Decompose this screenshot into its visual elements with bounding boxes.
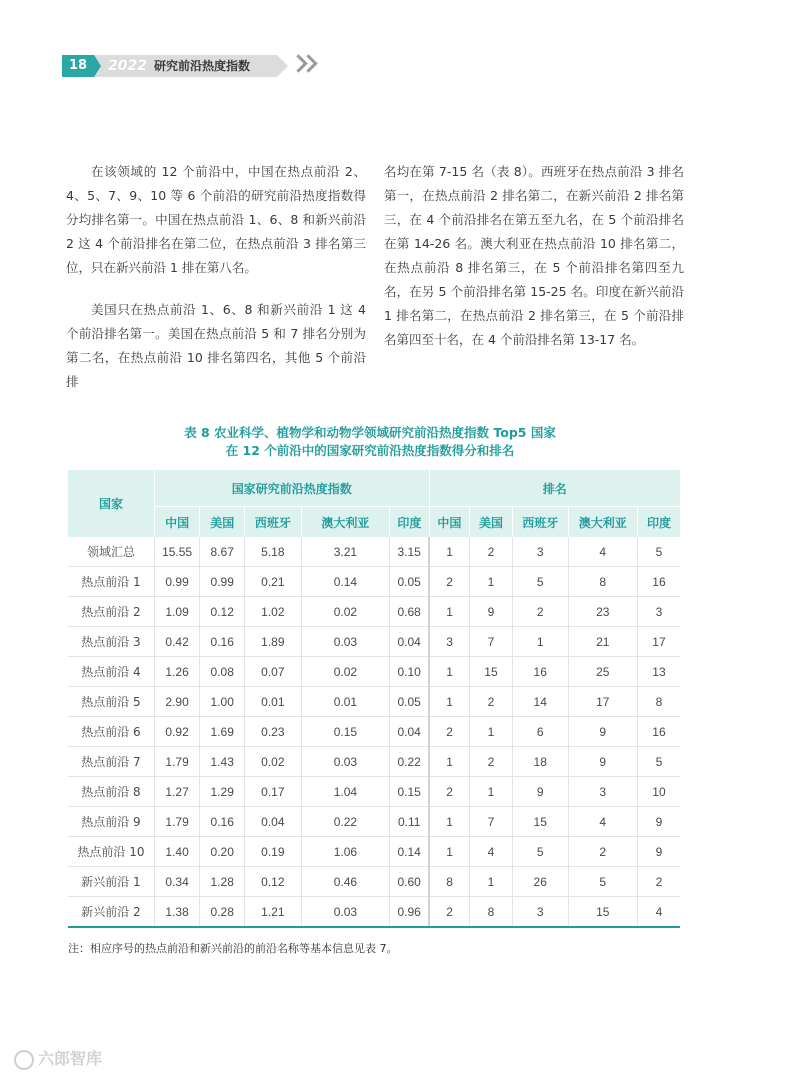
score-cell: 0.99: [154, 567, 199, 597]
table-row: [68, 837, 680, 867]
rank-cell: 1: [429, 537, 470, 567]
rank-cell: 23: [568, 597, 637, 627]
rank-column-header: 西班牙: [512, 507, 568, 538]
score-cell: 1.26: [154, 657, 199, 687]
score-cell: 0.08: [200, 657, 245, 687]
table-note: 注：相应序号的热点前沿和新兴前沿的前沿名称等基本信息见表 7。: [68, 942, 398, 955]
score-cell: 0.03: [301, 897, 390, 928]
score-cell: 0.14: [390, 837, 429, 867]
row-label: 新兴前沿 2: [68, 897, 154, 928]
row-label: 热点前沿 4: [68, 657, 154, 687]
rank-cell: 2: [470, 537, 513, 567]
score-cell: 3.15: [390, 537, 429, 567]
watermark-text: 六郎智库: [38, 1049, 103, 1068]
rank-cell: 9: [568, 717, 637, 747]
rank-cell: 15: [568, 897, 637, 928]
score-cell: 0.92: [154, 717, 199, 747]
rank-column-header: 澳大利亚: [568, 507, 637, 538]
score-cell: 0.04: [390, 717, 429, 747]
body-left-column: [66, 160, 366, 412]
caption-line-2: 在 12 个前沿中的国家研究前沿热度指数得分和排名: [225, 443, 515, 458]
table-row: [68, 657, 680, 687]
rank-cell: 17: [637, 627, 680, 657]
score-cell: 1.40: [154, 837, 199, 867]
report-year: 2022: [108, 58, 147, 74]
score-cell: 0.46: [301, 867, 390, 897]
score-cell: 0.21: [245, 567, 301, 597]
watermark-logo-icon: [14, 1050, 34, 1070]
data-table: [68, 470, 680, 928]
rank-cell: 1: [429, 687, 470, 717]
rank-cell: 1: [470, 777, 513, 807]
rank-cell: 3: [512, 897, 568, 928]
score-cell: 1.02: [245, 597, 301, 627]
rank-cell: 15: [512, 807, 568, 837]
score-cell: 0.04: [245, 807, 301, 837]
caption-line-1: 表 8 农业科学、植物学和动物学领域研究前沿热度指数 Top5 国家: [184, 425, 556, 440]
score-cell: 0.02: [301, 657, 390, 687]
rank-cell: 13: [637, 657, 680, 687]
rank-cell: 16: [637, 717, 680, 747]
rank-cell: 2: [470, 747, 513, 777]
row-label: 热点前沿 7: [68, 747, 154, 777]
rank-cell: 5: [637, 747, 680, 777]
score-cell: 0.05: [390, 687, 429, 717]
score-cell: 2.90: [154, 687, 199, 717]
score-cell: 1.27: [154, 777, 199, 807]
rank-cell: 1: [429, 657, 470, 687]
column-header-country: 国家: [68, 470, 154, 537]
rank-cell: 17: [568, 687, 637, 717]
score-cell: 0.14: [301, 567, 390, 597]
score-cell: 0.01: [245, 687, 301, 717]
rank-cell: 9: [637, 837, 680, 867]
score-cell: 0.22: [390, 747, 429, 777]
rank-cell: 14: [512, 687, 568, 717]
score-cell: 15.55: [154, 537, 199, 567]
rank-cell: 4: [470, 837, 513, 867]
score-cell: 0.02: [245, 747, 301, 777]
rank-cell: 3: [512, 537, 568, 567]
rank-cell: 18: [512, 747, 568, 777]
score-cell: 1.29: [200, 777, 245, 807]
row-label: 热点前沿 8: [68, 777, 154, 807]
table-row: [68, 687, 680, 717]
row-label: 热点前沿 3: [68, 627, 154, 657]
score-cell: 0.16: [200, 807, 245, 837]
rank-cell: 26: [512, 867, 568, 897]
score-column-header: 美国: [200, 507, 245, 538]
score-cell: 1.09: [154, 597, 199, 627]
score-cell: 5.18: [245, 537, 301, 567]
score-cell: 0.03: [301, 627, 390, 657]
body-right-column: [384, 160, 684, 370]
score-cell: 1.89: [245, 627, 301, 657]
rank-cell: 16: [637, 567, 680, 597]
row-label: 热点前沿 2: [68, 597, 154, 627]
rank-cell: 1: [512, 627, 568, 657]
rank-cell: 16: [512, 657, 568, 687]
table-row: [68, 867, 680, 897]
rank-cell: 21: [568, 627, 637, 657]
score-cell: 0.68: [390, 597, 429, 627]
score-cell: 0.05: [390, 567, 429, 597]
score-column-header: 西班牙: [245, 507, 301, 538]
row-label: 热点前沿 9: [68, 807, 154, 837]
score-cell: 0.07: [245, 657, 301, 687]
rank-cell: 2: [429, 717, 470, 747]
rank-cell: 1: [429, 807, 470, 837]
rank-cell: 1: [429, 837, 470, 867]
score-cell: 1.79: [154, 747, 199, 777]
score-cell: 0.28: [200, 897, 245, 928]
row-label: 领域汇总: [68, 537, 154, 567]
rank-cell: 2: [568, 837, 637, 867]
score-cell: 0.20: [200, 837, 245, 867]
table-caption: [60, 424, 680, 460]
row-label: 热点前沿 5: [68, 687, 154, 717]
score-cell: 0.15: [301, 717, 390, 747]
rank-cell: 1: [470, 867, 513, 897]
rank-cell: 7: [470, 807, 513, 837]
rank-cell: 5: [637, 537, 680, 567]
score-cell: 0.19: [245, 837, 301, 867]
rank-cell: 2: [429, 777, 470, 807]
rank-cell: 3: [568, 777, 637, 807]
score-cell: 1.79: [154, 807, 199, 837]
rank-cell: 8: [429, 867, 470, 897]
column-group-rank: 排名: [429, 470, 680, 507]
score-cell: 0.12: [200, 597, 245, 627]
score-cell: 0.60: [390, 867, 429, 897]
report-title: 研究前沿热度指数: [154, 59, 251, 73]
row-label: 热点前沿 1: [68, 567, 154, 597]
score-column-header: 澳大利亚: [301, 507, 390, 538]
table-row: [68, 747, 680, 777]
rank-cell: 5: [512, 837, 568, 867]
rank-cell: 8: [637, 687, 680, 717]
rank-cell: 2: [429, 567, 470, 597]
table-row: [68, 717, 680, 747]
table-row: [68, 627, 680, 657]
score-cell: 0.34: [154, 867, 199, 897]
rank-cell: 4: [568, 807, 637, 837]
rank-cell: 7: [470, 627, 513, 657]
rank-cell: 2: [637, 867, 680, 897]
score-cell: 0.42: [154, 627, 199, 657]
score-cell: 1.43: [200, 747, 245, 777]
score-cell: 0.10: [390, 657, 429, 687]
page-number: 18: [62, 55, 94, 77]
rank-cell: 8: [470, 897, 513, 928]
rank-cell: 8: [568, 567, 637, 597]
rank-cell: 3: [637, 597, 680, 627]
table-row: [68, 807, 680, 837]
row-label: 热点前沿 6: [68, 717, 154, 747]
rank-cell: 1: [429, 747, 470, 777]
score-cell: 8.67: [200, 537, 245, 567]
rank-cell: 9: [637, 807, 680, 837]
score-cell: 0.03: [301, 747, 390, 777]
score-cell: 0.16: [200, 627, 245, 657]
rank-cell: 15: [470, 657, 513, 687]
rank-column-header: 美国: [470, 507, 513, 538]
score-cell: 0.96: [390, 897, 429, 928]
table-row: [68, 597, 680, 627]
score-cell: 1.38: [154, 897, 199, 928]
rank-cell: 1: [470, 567, 513, 597]
score-cell: 1.04: [301, 777, 390, 807]
rank-cell: 10: [637, 777, 680, 807]
score-cell: 0.99: [200, 567, 245, 597]
score-cell: 0.11: [390, 807, 429, 837]
table-row: [68, 537, 680, 567]
table-row: [68, 897, 680, 928]
column-group-score: 国家研究前沿热度指数: [154, 470, 429, 507]
score-cell: 0.12: [245, 867, 301, 897]
row-label: 热点前沿 10: [68, 837, 154, 867]
rank-cell: 4: [568, 537, 637, 567]
rank-column-header: 中国: [429, 507, 470, 538]
row-label: 新兴前沿 1: [68, 867, 154, 897]
score-column-header: 中国: [154, 507, 199, 538]
score-cell: 0.23: [245, 717, 301, 747]
watermark: [14, 1046, 102, 1070]
score-cell: 1.28: [200, 867, 245, 897]
rank-cell: 9: [568, 747, 637, 777]
score-cell: 0.15: [390, 777, 429, 807]
score-cell: 1.69: [200, 717, 245, 747]
score-cell: 0.02: [301, 597, 390, 627]
score-cell: 0.04: [390, 627, 429, 657]
rank-cell: 1: [470, 717, 513, 747]
paragraph: 在该领域的 12 个前沿中，中国在热点前沿 2、4、5、7、9、10 等 6 个前沿的研究前沿热度指数得分均排名第一。中国在热点前沿 1、6、8 和新兴前沿 2 这 4 个前沿排名在第二位，在热点前沿 3 排名第三位，只在新兴前沿 1 排在第八名。: [66, 164, 366, 275]
table-row: [68, 777, 680, 807]
rank-cell: 25: [568, 657, 637, 687]
score-cell: 0.01: [301, 687, 390, 717]
rank-cell: 5: [568, 867, 637, 897]
table-row: [68, 567, 680, 597]
paragraph: 美国只在热点前沿 1、6、8 和新兴前沿 1 这 4 个前沿排名第一。美国在热点前沿 5 和 7 排名分别为第二名，在热点前沿 10 排名第四名，其他 5 个前沿排: [66, 302, 366, 389]
score-cell: 3.21: [301, 537, 390, 567]
score-cell: 0.17: [245, 777, 301, 807]
page-header: [62, 55, 302, 77]
score-column-header: 印度: [390, 507, 429, 538]
score-cell: 1.21: [245, 897, 301, 928]
rank-cell: 2: [470, 687, 513, 717]
rank-cell: 9: [512, 777, 568, 807]
rank-cell: 6: [512, 717, 568, 747]
rank-cell: 4: [637, 897, 680, 928]
score-cell: 1.00: [200, 687, 245, 717]
paragraph: 名均在第 7-15 名（表 8）。西班牙在热点前沿 3 排名第一，在热点前沿 2 排名第二，在新兴前沿 2 排名第三，在 4 个前沿排名在第五至九名，在 5 个前沿排名在第 14-26 名。澳大利亚在热点前沿 10 排名第二，在热点前沿 8 排名第三，在 5 个前沿排名第四至九名，在另 5 个前沿排名第 15-25 名。印度在新兴前沿 1 排名第二，在热点前沿 2 排名第三，在 5 个前沿排名第四至十名，在 4 个前沿排名第 13-17 名。: [384, 164, 684, 347]
score-cell: 0.22: [301, 807, 390, 837]
rank-cell: 1: [429, 597, 470, 627]
rank-cell: 3: [429, 627, 470, 657]
rank-column-header: 印度: [637, 507, 680, 538]
rank-cell: 9: [470, 597, 513, 627]
score-cell: 1.06: [301, 837, 390, 867]
rank-cell: 2: [512, 597, 568, 627]
rank-cell: 2: [429, 897, 470, 928]
rank-cell: 5: [512, 567, 568, 597]
